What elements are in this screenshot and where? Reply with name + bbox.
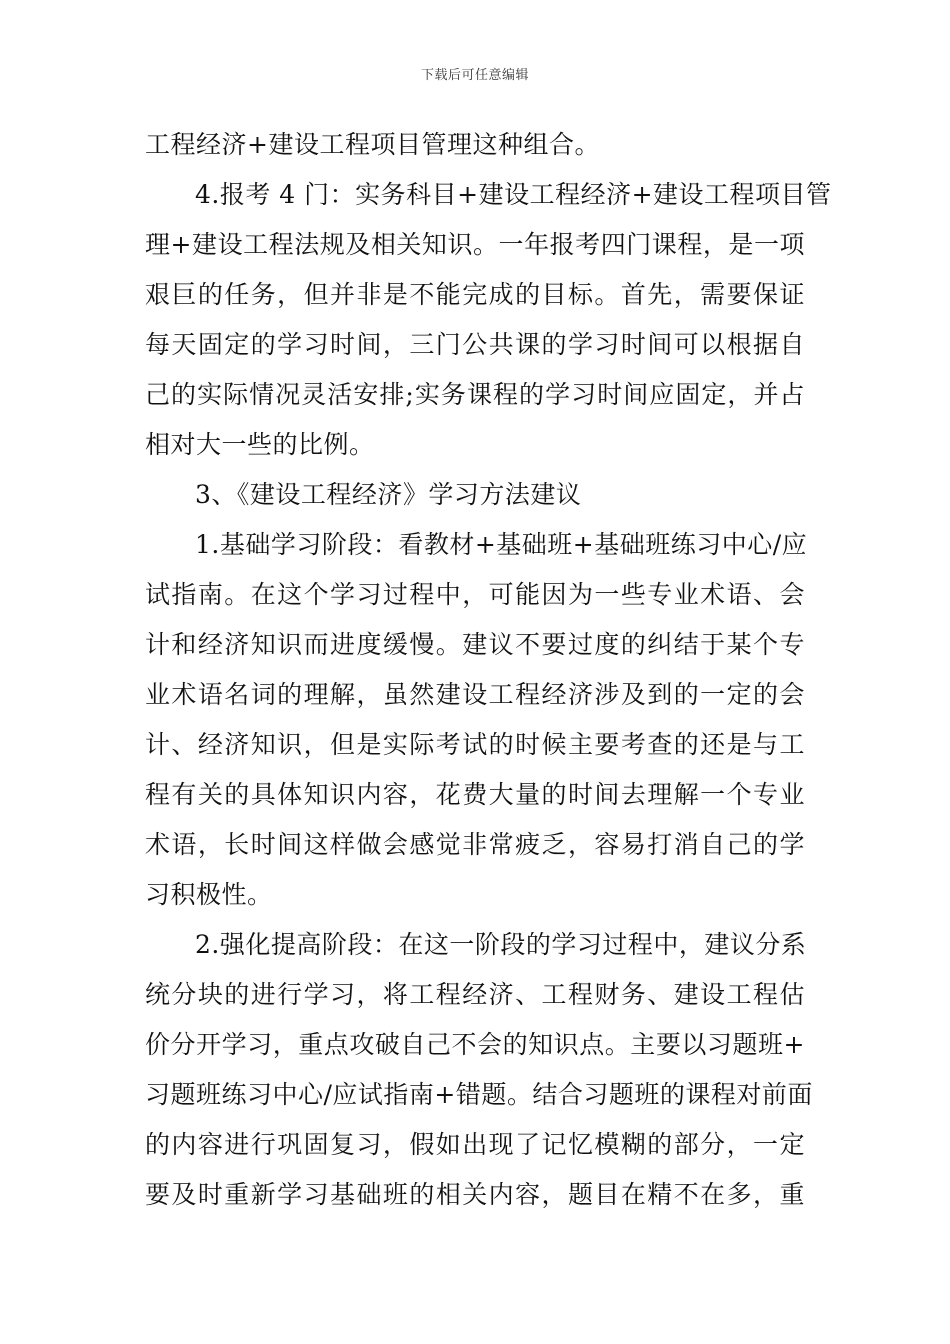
text-line: 术语，长时间这样做会感觉非常疲乏，容易打消自己的学 — [145, 830, 805, 859]
paragraph — [145, 170, 832, 470]
text-line: 习积极性。 — [145, 880, 273, 909]
text-line: 每天固定的学习时间，三门公共课的学习时间可以根据自 — [145, 330, 805, 359]
text-line: 习题班练习中心/应试指南+错题。结合习题班的课程对前面 — [145, 1080, 813, 1109]
text-line: 4.报考 4 门：实务科目+建设工程经济+建设工程项目管 — [195, 180, 832, 209]
text-line: 己的实际情况灵活安排;实务课程的学习时间应固定，并占 — [145, 380, 805, 409]
text-line: 1.基础学习阶段：看教材+基础班+基础班练习中心/应 — [195, 530, 808, 559]
paragraph — [145, 520, 808, 920]
text-line: 价分开学习，重点攻破自己不会的知识点。主要以习题班+ — [145, 1030, 805, 1059]
text-line: 程有关的具体知识内容，花费大量的时间去理解一个专业 — [145, 780, 805, 809]
text-line: 试指南。在这个学习过程中，可能因为一些专业术语、会 — [145, 580, 805, 609]
section-heading — [145, 470, 805, 520]
text-line: 要及时重新学习基础班的相关内容，题目在精不在多，重 — [145, 1180, 805, 1209]
paragraph — [145, 920, 813, 1220]
text-line: 计、经济知识，但是实际考试的时候主要考查的还是与工 — [145, 730, 805, 759]
document-body — [145, 120, 832, 1220]
text-line: 的内容进行巩固复习，假如出现了记忆模糊的部分，一定 — [145, 1130, 805, 1159]
text-line: 2.强化提高阶段：在这一阶段的学习过程中，建议分系 — [195, 930, 807, 959]
text-line: 3、《建设工程经济》学习方法建议 — [195, 480, 582, 509]
text-line: 工程经济+建设工程项目管理这种组合。 — [145, 130, 600, 159]
text-line: 业术语名词的理解，虽然建设工程经济涉及到的一定的会 — [145, 680, 805, 709]
text-line: 艰巨的任务，但并非是不能完成的目标。首先，需要保证 — [145, 280, 805, 309]
text-line: 统分块的进行学习，将工程经济、工程财务、建设工程估 — [145, 980, 805, 1009]
text-line: 理+建设工程法规及相关知识。一年报考四门课程，是一项 — [145, 230, 805, 259]
paragraph — [145, 120, 805, 170]
text-line: 计和经济知识而进度缓慢。建议不要过度的纠结于某个专 — [145, 630, 805, 659]
text-line: 相对大一些的比例。 — [145, 430, 375, 459]
page-header: 下载后可任意编辑 — [420, 68, 529, 83]
